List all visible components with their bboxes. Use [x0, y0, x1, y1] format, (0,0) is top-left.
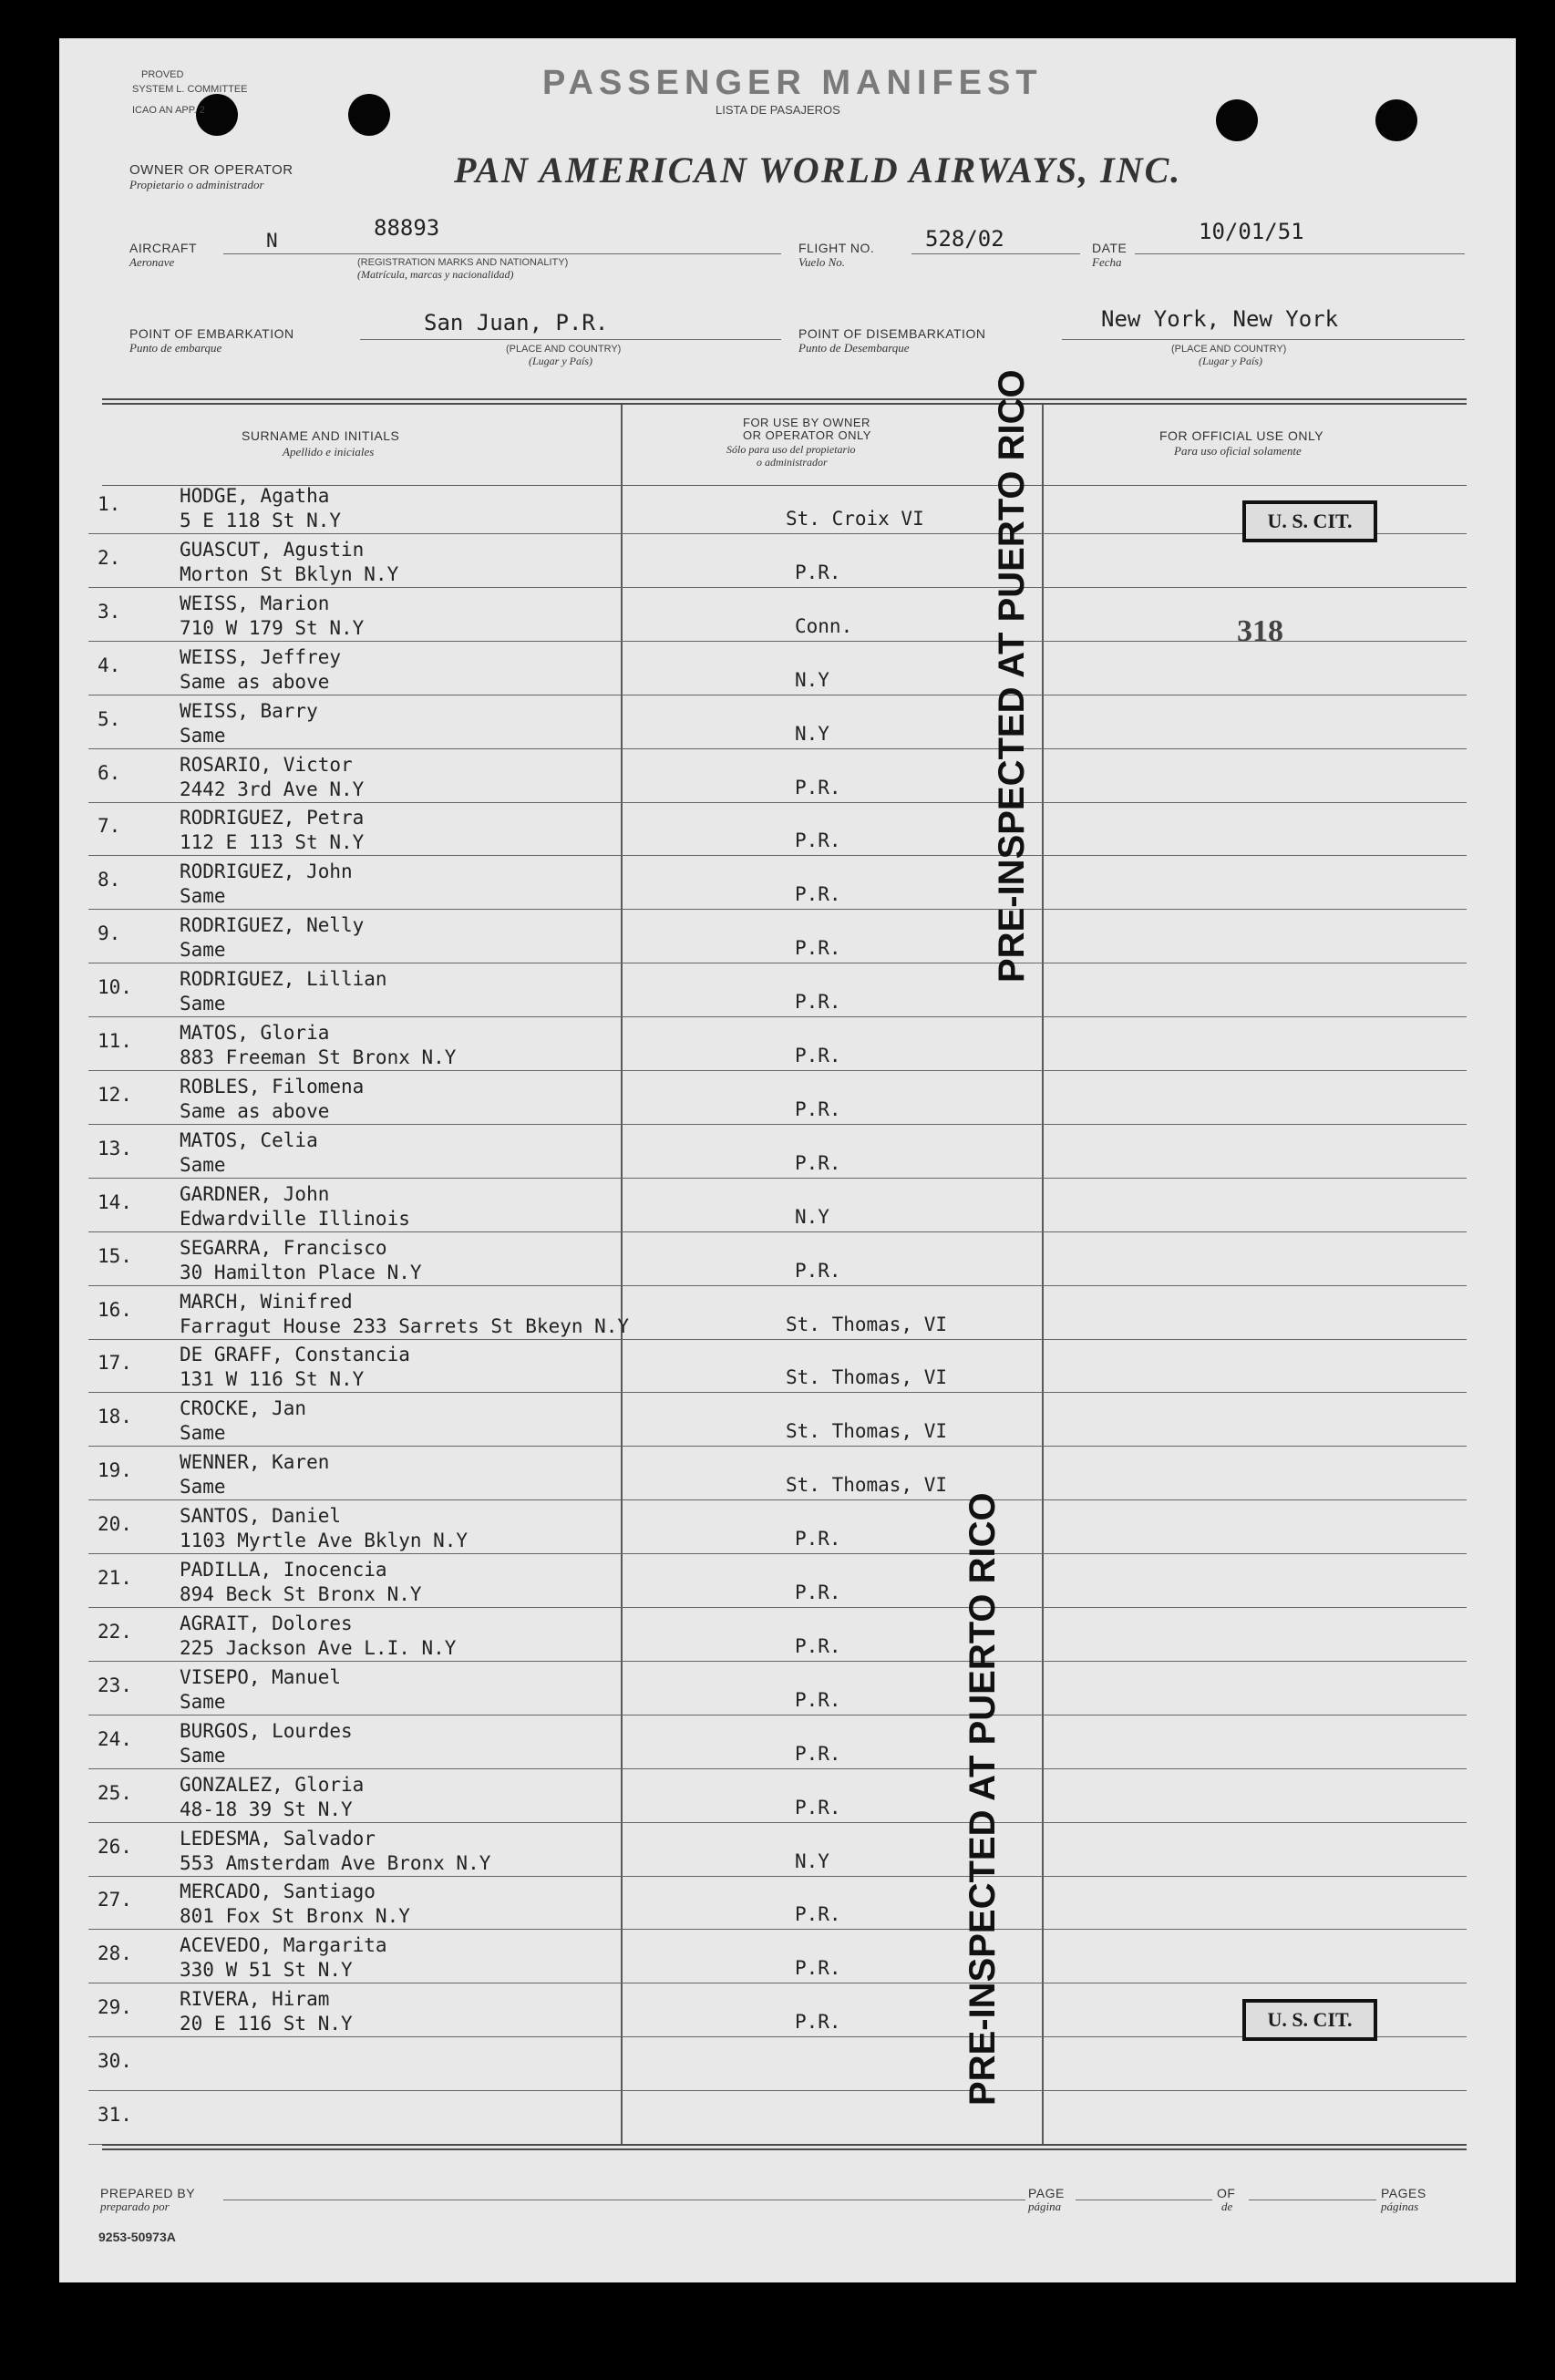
- passenger-name: MATOS, Gloria: [180, 1022, 330, 1044]
- disembark-label: POINT OF DISEMBARKATION: [798, 326, 986, 341]
- passenger-name: PADILLA, Inocencia: [180, 1559, 387, 1581]
- row-number: 20.: [98, 1513, 132, 1535]
- passenger-address: 48-18 39 St N.Y: [180, 1798, 353, 1820]
- preinspected-stamp: PRE-INSPECTED AT PUERTO RICO: [963, 1492, 1003, 2106]
- passenger-destination: St. Croix VI: [786, 508, 924, 530]
- row-divider: [88, 1285, 1467, 1286]
- passenger-address: 894 Beck St Bronx N.Y: [180, 1583, 422, 1605]
- passenger-name: LEDESMA, Salvador: [180, 1828, 376, 1849]
- us-cit-stamp: U. S. CIT.: [1242, 1999, 1377, 2041]
- passenger-address: 883 Freeman St Bronx N.Y: [180, 1046, 457, 1068]
- row-divider: [88, 1446, 1467, 1447]
- disembark-caption: (PLACE AND COUNTRY): [1171, 344, 1287, 355]
- row-number: 29.: [98, 1996, 132, 2018]
- date-value: 10/01/51: [1199, 219, 1304, 244]
- passenger-name: WEISS, Jeffrey: [180, 646, 342, 668]
- passenger-name: MARCH, Winifred: [180, 1291, 353, 1313]
- prepared-by-label: PREPARED BY: [100, 2186, 196, 2200]
- passenger-destination: St. Thomas, VI: [786, 1366, 948, 1388]
- row-number: 28.: [98, 1942, 132, 1964]
- passenger-name: VISEPO, Manuel: [180, 1666, 342, 1688]
- passenger-destination: N.Y: [795, 723, 829, 745]
- passenger-destination: N.Y: [795, 669, 829, 691]
- passenger-name: WENNER, Karen: [180, 1451, 330, 1473]
- row-number: 2.: [98, 547, 121, 569]
- row-divider: [88, 1392, 1467, 1393]
- col-header-surname: SURNAME AND INITIALS: [242, 428, 400, 443]
- punch-hole: [348, 94, 390, 136]
- column-divider: [621, 405, 623, 2144]
- pages-label: PAGES: [1381, 2186, 1426, 2200]
- passenger-address: Edwardville Illinois: [180, 1208, 410, 1230]
- preinspected-stamp: PRE-INSPECTED AT PUERTO RICO: [992, 369, 1032, 983]
- disembark-caption-es: (Lugar y País): [1199, 355, 1262, 367]
- col-header-owner-use: OR OPERATOR ONLY: [743, 428, 871, 442]
- passenger-name: GUASCUT, Agustin: [180, 539, 365, 561]
- form-number: 9253-50973A: [98, 2230, 176, 2244]
- passenger-address: Same: [180, 725, 226, 747]
- aircraft-prefix: N: [266, 230, 278, 252]
- passenger-destination: P.R.: [795, 2011, 841, 2033]
- passenger-destination: N.Y: [795, 1850, 829, 1872]
- passenger-name: RIVERA, Hiram: [180, 1988, 330, 2010]
- passenger-name: CROCKE, Jan: [180, 1397, 307, 1419]
- row-divider: [88, 1499, 1467, 1500]
- airline-name: PAN AMERICAN WORLD AIRWAYS, INC.: [454, 149, 1182, 191]
- row-divider: [88, 1876, 1467, 1877]
- passenger-name: DE GRAFF, Constancia: [180, 1344, 410, 1365]
- row-divider: [88, 1607, 1467, 1608]
- passenger-address: Same as above: [180, 1100, 330, 1122]
- col-header-owner-use-es: Sólo para uso del propietario: [726, 443, 856, 456]
- of-label-es: de: [1221, 2200, 1233, 2213]
- col-header-official-use-es: Para uso oficial solamente: [1174, 444, 1302, 458]
- row-number: 5.: [98, 708, 121, 730]
- aircraft-label-es: Aeronave: [129, 255, 175, 269]
- passenger-destination: P.R.: [795, 777, 841, 798]
- row-divider: [88, 1822, 1467, 1823]
- passenger-name: ACEVEDO, Margarita: [180, 1934, 387, 1956]
- passenger-destination: P.R.: [795, 1528, 841, 1550]
- passenger-destination: P.R.: [795, 1582, 841, 1603]
- col-header-official-use: FOR OFFICIAL USE ONLY: [1159, 428, 1324, 443]
- row-divider: [88, 1553, 1467, 1554]
- row-number: 13.: [98, 1138, 132, 1159]
- page-label-es: página: [1028, 2200, 1062, 2213]
- table-bottom-rule: [102, 2144, 1467, 2150]
- punch-hole: [1375, 99, 1417, 141]
- passenger-name: MERCADO, Santiago: [180, 1880, 376, 1902]
- passenger-name: BURGOS, Lourdes: [180, 1720, 353, 1742]
- approval-note: PROVED: [141, 69, 184, 80]
- passenger-destination: P.R.: [795, 1098, 841, 1120]
- row-number: 23.: [98, 1674, 132, 1696]
- passenger-address: Same: [180, 993, 226, 1015]
- passenger-name: SEGARRA, Francisco: [180, 1237, 387, 1259]
- row-divider: [88, 855, 1467, 856]
- passenger-address: 1103 Myrtle Ave Bklyn N.Y: [180, 1530, 469, 1551]
- passenger-destination: P.R.: [795, 883, 841, 905]
- row-number: 6.: [98, 762, 121, 784]
- embark-caption-es: (Lugar y País): [529, 355, 592, 367]
- punch-hole: [1216, 99, 1258, 141]
- row-number: 3.: [98, 601, 121, 623]
- of-label: OF: [1217, 2186, 1236, 2200]
- official-number: 318: [1237, 614, 1283, 648]
- passenger-address: Same as above: [180, 671, 330, 693]
- registration-caption-es: (Matrícula, marcas y nacionalidad): [357, 268, 514, 281]
- registration-caption: (REGISTRATION MARKS AND NATIONALITY): [357, 257, 569, 268]
- row-number: 14.: [98, 1191, 132, 1213]
- row-divider: [88, 587, 1467, 588]
- owner-label: OWNER OR OPERATOR: [129, 162, 293, 178]
- passenger-address: 801 Fox St Bronx N.Y: [180, 1905, 410, 1927]
- passenger-name: WEISS, Barry: [180, 700, 318, 722]
- row-number: 26.: [98, 1836, 132, 1858]
- passenger-name: SANTOS, Daniel: [180, 1505, 342, 1527]
- passenger-address: 131 W 116 St N.Y: [180, 1368, 365, 1390]
- pages-label-es: páginas: [1381, 2200, 1419, 2213]
- date-label-es: Fecha: [1092, 255, 1122, 269]
- row-number: 22.: [98, 1621, 132, 1643]
- row-number: 4.: [98, 654, 121, 676]
- passenger-address: Same: [180, 1422, 226, 1444]
- passenger-name: WEISS, Marion: [180, 592, 330, 614]
- passenger-name: RODRIGUEZ, Petra: [180, 807, 365, 829]
- us-cit-stamp: U. S. CIT.: [1242, 500, 1377, 542]
- aircraft-label: AIRCRAFT: [129, 241, 197, 255]
- row-divider: [88, 1016, 1467, 1017]
- table-top-rule: [102, 398, 1467, 405]
- passenger-address: Same: [180, 1154, 226, 1176]
- disembark-value: New York, New York: [1101, 306, 1339, 332]
- column-divider: [1042, 405, 1044, 2144]
- row-divider: [88, 1124, 1467, 1125]
- passenger-destination: N.Y: [795, 1206, 829, 1228]
- passenger-name: GONZALEZ, Gloria: [180, 1774, 365, 1796]
- passenger-destination: St. Thomas, VI: [786, 1420, 948, 1442]
- row-divider: [88, 748, 1467, 749]
- passenger-destination: P.R.: [795, 1743, 841, 1765]
- row-number: 24.: [98, 1728, 132, 1750]
- row-number: 19.: [98, 1459, 132, 1481]
- passenger-address: Farragut House 233 Sarrets St Bkeyn N.Y: [180, 1315, 630, 1337]
- row-number: 1.: [98, 493, 121, 515]
- passenger-destination: St. Thomas, VI: [786, 1314, 948, 1335]
- embark-caption: (PLACE AND COUNTRY): [506, 344, 622, 355]
- row-divider: [88, 909, 1467, 910]
- row-divider: [88, 1070, 1467, 1071]
- disembark-label-es: Punto de Desembarque: [798, 341, 910, 355]
- passenger-name: AGRAIT, Dolores: [180, 1612, 353, 1634]
- row-number: 8.: [98, 869, 121, 891]
- row-divider: [88, 2090, 1467, 2091]
- passenger-name: ROSARIO, Victor: [180, 754, 353, 776]
- row-divider: [88, 1929, 1467, 1930]
- row-number: 11.: [98, 1030, 132, 1052]
- row-number: 25.: [98, 1782, 132, 1804]
- col-header-surname-es: Apellido e iniciales: [283, 445, 375, 458]
- row-divider: [88, 1178, 1467, 1179]
- approval-note: SYSTEM L. COMMITTEE: [132, 84, 248, 95]
- passenger-destination: P.R.: [795, 829, 841, 851]
- owner-label-es: Propietario o administrador: [129, 178, 264, 191]
- passenger-name: RODRIGUEZ, Lillian: [180, 968, 387, 990]
- row-divider: [88, 1231, 1467, 1232]
- page-label: PAGE: [1028, 2186, 1065, 2200]
- passenger-address: Same: [180, 1745, 226, 1767]
- passenger-address: Same: [180, 939, 226, 961]
- flight-label-es: Vuelo No.: [798, 255, 846, 269]
- passenger-destination: P.R.: [795, 562, 841, 583]
- flight-label: FLIGHT NO.: [798, 241, 875, 255]
- approval-note: ICAO AN APP. 2: [132, 105, 205, 116]
- passenger-address: 112 E 113 St N.Y: [180, 831, 365, 853]
- row-number: 18.: [98, 1406, 132, 1427]
- passenger-name: HODGE, Agatha: [180, 485, 330, 507]
- passenger-name: RODRIGUEZ, John: [180, 860, 353, 882]
- row-divider: [88, 1339, 1467, 1340]
- passenger-address: Same: [180, 1476, 226, 1498]
- row-number: 21.: [98, 1567, 132, 1589]
- passenger-name: RODRIGUEZ, Nelly: [180, 914, 365, 936]
- passenger-address: 2442 3rd Ave N.Y: [180, 778, 365, 800]
- passenger-destination: P.R.: [795, 1045, 841, 1066]
- prepared-by-label-es: preparado por: [100, 2200, 170, 2213]
- row-number: 15.: [98, 1245, 132, 1267]
- passenger-destination: P.R.: [795, 1689, 841, 1711]
- embark-value: San Juan, P.R.: [424, 310, 609, 335]
- row-number: 12.: [98, 1084, 132, 1106]
- passenger-destination: P.R.: [795, 1957, 841, 1979]
- passenger-destination: P.R.: [795, 991, 841, 1013]
- passenger-destination: St. Thomas, VI: [786, 1474, 948, 1496]
- passenger-address: 5 E 118 St N.Y: [180, 510, 342, 531]
- passenger-destination: P.R.: [795, 1797, 841, 1818]
- passenger-name: MATOS, Celia: [180, 1129, 318, 1151]
- row-divider: [88, 1661, 1467, 1662]
- passenger-address: Same: [180, 1691, 226, 1713]
- embark-label-es: Punto de embarque: [129, 341, 222, 355]
- embark-label: POINT OF EMBARKATION: [129, 326, 294, 341]
- row-number: 27.: [98, 1889, 132, 1911]
- passenger-address: 553 Amsterdam Ave Bronx N.Y: [180, 1852, 491, 1874]
- passenger-address: 225 Jackson Ave L.I. N.Y: [180, 1637, 457, 1659]
- passenger-destination: P.R.: [795, 937, 841, 959]
- flight-value: 528/02: [925, 226, 1004, 252]
- passenger-address: 30 Hamilton Place N.Y: [180, 1262, 422, 1283]
- col-header-owner-use-es: o administrador: [757, 456, 828, 469]
- passenger-name: ROBLES, Filomena: [180, 1076, 365, 1097]
- row-number: 30.: [98, 2050, 132, 2072]
- passenger-destination: P.R.: [795, 1152, 841, 1174]
- passenger-name: GARDNER, John: [180, 1183, 330, 1205]
- passenger-address: 330 W 51 St N.Y: [180, 1959, 353, 1981]
- passenger-destination: P.R.: [795, 1635, 841, 1657]
- row-number: 16.: [98, 1299, 132, 1321]
- row-divider: [88, 1768, 1467, 1769]
- page-subtitle: LISTA DE PASAJEROS: [716, 103, 840, 117]
- row-number: 9.: [98, 922, 121, 944]
- date-label: DATE: [1092, 241, 1128, 255]
- row-divider: [88, 802, 1467, 803]
- page-title: PASSENGER MANIFEST: [542, 64, 1043, 102]
- row-number: 10.: [98, 976, 132, 998]
- passenger-address: Morton St Bklyn N.Y: [180, 563, 399, 585]
- row-number: 17.: [98, 1352, 132, 1374]
- col-header-owner-use: FOR USE BY OWNER: [743, 416, 870, 429]
- row-number: 7.: [98, 815, 121, 837]
- passenger-destination: Conn.: [795, 615, 853, 637]
- passenger-address: 710 W 179 St N.Y: [180, 617, 365, 639]
- aircraft-value: 88893: [374, 215, 440, 241]
- passenger-address: Same: [180, 885, 226, 907]
- row-number: 31.: [98, 2104, 132, 2126]
- passenger-destination: P.R.: [795, 1903, 841, 1925]
- passenger-address: 20 E 116 St N.Y: [180, 2013, 353, 2035]
- passenger-destination: P.R.: [795, 1260, 841, 1282]
